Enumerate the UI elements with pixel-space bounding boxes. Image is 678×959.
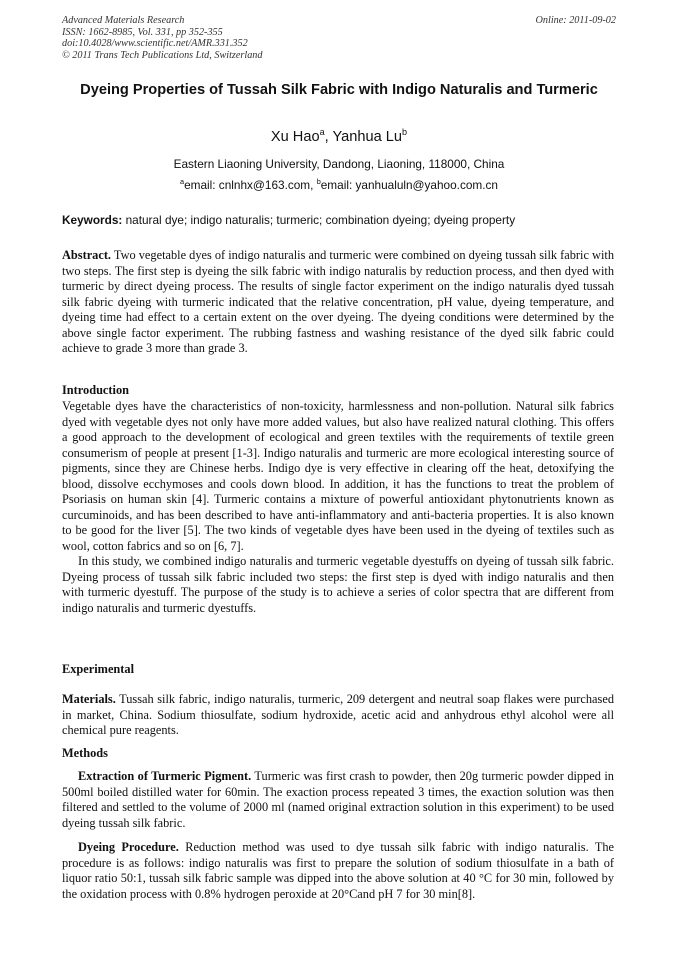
online-date: Online: 2011-09-02: [535, 15, 616, 26]
affiliation: Eastern Liaoning University, Dandong, Liaoning, 118000, China: [173, 157, 505, 171]
materials-text: Tussah silk fabric, indigo naturalis, turmeric, 209 detergent and neutral soap flakes were purchased in market, China. Sodium thiosulfate, sodium hydroxide, acetic acid and anhydrous ethyl alcohol were all chemical pure reagents.: [62, 692, 614, 737]
email-b-mark: b: [316, 177, 321, 187]
abstract-label: Abstract.: [62, 248, 112, 262]
dyeing-procedure-paragraph: [62, 840, 614, 902]
intro-paragraph-1: Vegetable dyes have the characteristics of non-toxicity, harmlessness and non-pollution. Natural silk fabrics dyed with vegetable dyes not only have more added values, but also have realized natural clothing. This offers a good approach to the development of ecological and green textiles with the requirements of textile green consumerism of people at present [1-3]. Indigo naturalis and turmeric are more ecological interesting source of pigments, since they are Chinese herbs. Indigo dye is very effective in clearing off the heat, detoxifying the blood, dissolve ecchymoses and cools down blood. In addition, it has the functions to treat the problem of Psoriasis on human skin [4]. Turmeric contains a mixture of powerful antioxidant phytonutrients known as curcuminoids, and has been described to have anti-inflammatory and anti-bacteria properties. It is also known to be good for the liver [5]. The two kinds of vegetable dyes have been used in the dyeing of textiles such as wool, cotton fabrics and so on [6, 7].: [62, 399, 614, 553]
author-1: Xu Hao: [270, 129, 320, 145]
email-line: [62, 177, 616, 193]
materials-label: Materials.: [62, 692, 116, 706]
author-separator: ,: [324, 129, 333, 145]
email-a[interactable]: email: cnlnhx@163.com,: [184, 178, 317, 192]
keywords: [62, 212, 616, 228]
methods-heading: Methods: [62, 746, 108, 760]
issn-line: ISSN: 1662-8985, Vol. 331, pp 352-355: [62, 26, 223, 38]
keywords-label: Keywords:: [62, 213, 123, 227]
email-a-mark: a: [180, 177, 185, 187]
journal-header: [62, 15, 616, 61]
doi-line[interactable]: doi:10.4028/www.scientific.net/AMR.331.352: [62, 38, 248, 50]
author-list: [62, 128, 616, 146]
intro-paragraph-2: In this study, we combined indigo naturalis and turmeric vegetable dyestuffs on dyeing of tussah silk fabric. Dyeing process of tussah silk fabric included two steps: the first step is dyed with indigo naturalis and then with turmeric dyestuff. The purpose of the study is to achieve a series of color spectra that are different from indigo naturalis and turmeric dyestuffs.: [62, 554, 614, 615]
introduction-heading: Introduction: [62, 383, 129, 397]
keywords-text: natural dye; indigo naturalis; turmeric; combination dyeing; dyeing property: [122, 213, 516, 227]
journal-name: Advanced Materials Research: [62, 15, 185, 26]
abstract-text: Two vegetable dyes of indigo naturalis and turmeric were combined on dyeing tussah silk fabric with two steps. The first step is dyeing the silk fabric with indigo naturalis by reduction process, and then dyed with turmeric by direct dyeing process. The results of single factor experiment on the indigo naturalis dyed tussah silk fabric dyeing with turmeric indicated that the relative concentration, pH value, dyeing temperature, and dyeing time had effect to a certain extent on the over dyeing. The dyeing conditions were determined by the above single factor experiment. The rubbing fastness and washing resistance of the dyed silk fabric could achieve to grade 3 more than grade 3.: [62, 248, 614, 355]
materials-paragraph: [62, 692, 614, 739]
dyeing-label: Dyeing Procedure.: [78, 840, 179, 854]
email-b[interactable]: email: yanhualuln@yahoo.com.cn: [320, 178, 498, 192]
extraction-paragraph: [62, 769, 614, 831]
introduction-body: [62, 399, 614, 616]
abstract: [62, 248, 614, 357]
paper-title: Dyeing Properties of Tussah Silk Fabric with Indigo Naturalis and Turmeric: [80, 82, 598, 98]
copyright-line: © 2011 Trans Tech Publications Ltd, Switzerland: [62, 49, 263, 61]
extraction-text: Turmeric was first crash to powder, then 20g turmeric powder dipped in 500ml boiled distilled water for 60min. The exaction process repeated 3 times, the exaction solution was then filtered and settled to the volume of 2000 ml (named original extraction solution in this experiment) to be used dyeing tussah silk fabric.: [62, 769, 614, 830]
author-2: Yanhua Lu: [332, 129, 403, 145]
extraction-label: Extraction of Turmeric Pigment.: [78, 769, 252, 783]
experimental-heading: Experimental: [62, 662, 134, 676]
author-2-affil-mark: b: [402, 127, 408, 138]
dyeing-text: Reduction method was used to dye tussah silk fabric with indigo naturalis. The procedure is as follows: indigo naturalis was first to prepare the solution of sodium thiosulfate in a bath of liquor ratio 50:1, tussah silk fabric sample was dipped into the above solution at 40 °C for 30 min, followed by the oxidation process with 0.8% hydrogen peroxide at 20°Cand pH 7 for 30 min[8].: [62, 840, 615, 901]
author-1-affil-mark: a: [319, 127, 325, 138]
